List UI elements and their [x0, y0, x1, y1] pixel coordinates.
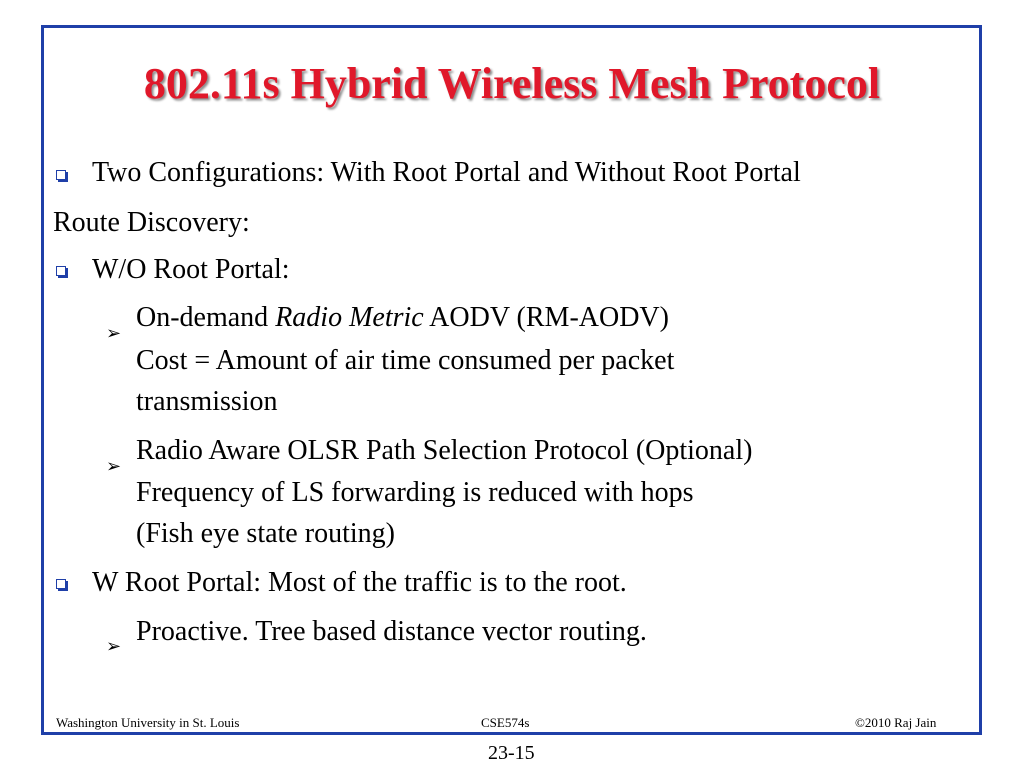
square-bullet-icon [56, 266, 66, 276]
arrow-bullet-icon: ➢ [106, 456, 122, 476]
sub-olsr-fisheye: (Fish eye state routing) [136, 518, 395, 549]
footer-copyright: ©2010 Raj Jain [855, 715, 937, 730]
rm-aodv-prefix: On-demand [136, 302, 276, 333]
sub-rm-aodv-cost: Cost = Amount of air time consumed per packet [136, 345, 675, 376]
page-number: 23-15 [488, 742, 535, 764]
bullet-w-root-portal: W Root Portal: Most of the traffic is to the root. [92, 567, 627, 598]
sub-rm-aodv [136, 298, 669, 338]
arrow-bullet-icon: ➢ [106, 636, 122, 656]
footer-institution: Washington University in St. Louis [56, 715, 240, 730]
radio-metric-term: Radio Metric [275, 302, 424, 333]
bullet-wo-root-portal: W/O Root Portal: [92, 254, 290, 285]
sub-radio-aware-olsr: Radio Aware OLSR Path Selection Protocol (Optional) [136, 435, 753, 466]
sub-rm-aodv-cost-cont: transmission [136, 386, 278, 417]
sub-olsr-frequency: Frequency of LS forwarding is reduced with hops [136, 477, 694, 508]
arrow-bullet-icon: ➢ [106, 323, 122, 343]
square-bullet-icon [56, 579, 66, 589]
slide-title: 802.11s Hybrid Wireless Mesh Protocol [143, 59, 881, 108]
square-bullet-icon [56, 170, 66, 180]
sub-proactive: Proactive. Tree based distance vector routing. [136, 616, 647, 647]
rm-aodv-suffix: AODV (RM-AODV) [423, 302, 669, 333]
route-discovery-label: Route Discovery: [53, 207, 250, 238]
bullet-configurations: Two Configurations: With Root Portal and Without Root Portal [92, 157, 801, 188]
footer-course: CSE574s [481, 715, 530, 730]
